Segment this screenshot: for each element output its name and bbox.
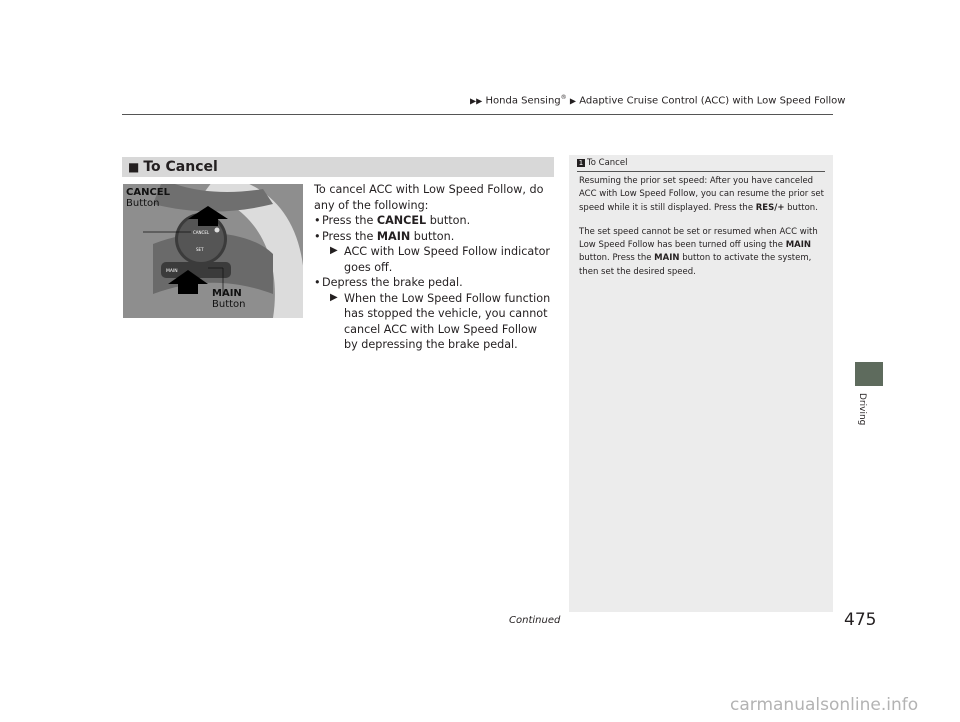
chapter-label: Driving	[857, 393, 867, 426]
page-number: 475	[844, 610, 877, 630]
watermark: carmanualsonline.info	[730, 695, 919, 715]
bullet-brake	[314, 275, 554, 291]
cancel-button-callout	[126, 187, 170, 209]
bullet-cancel	[314, 213, 554, 229]
para2-b: button. Press the	[579, 253, 655, 264]
main-button-callout	[212, 288, 246, 310]
main-callout-line1: MAIN	[212, 288, 242, 299]
section-square-icon: ■	[128, 160, 140, 174]
section-heading	[122, 157, 554, 177]
para1-end: button.	[784, 202, 818, 213]
bullet3-text: Depress the brake pedal.	[322, 276, 463, 289]
main-button-text: MAIN	[166, 269, 178, 274]
bullet2-bold: MAIN	[376, 229, 411, 243]
side-note-heading	[577, 158, 627, 168]
side-note-title: To Cancel	[587, 158, 628, 168]
header-divider	[122, 114, 833, 115]
steering-wheel-illustration	[123, 184, 303, 318]
bullet3-sub: When the Low Speed Follow function has stopped the vehicle, you cannot cancel ACC with Low Speed Follow by depressing the brake pedal.	[344, 291, 551, 351]
bullet1-bold: CANCEL	[376, 214, 427, 227]
breadcrumb-part1: Honda Sensing	[485, 95, 561, 107]
breadcrumb	[470, 94, 845, 106]
para2-a: The set speed cannot be set or resumed when ACC with Low Speed Follow has been turned off using the	[579, 226, 818, 251]
breadcrumb-arrow-icon: ▶	[569, 96, 576, 106]
continued-label: Continued	[509, 615, 561, 626]
side-note-divider	[577, 171, 825, 172]
bullet2-suffix: button.	[410, 229, 455, 243]
chapter-thumb-tab[interactable]	[855, 362, 883, 386]
breadcrumb-arrow-icon: ▶▶	[470, 96, 483, 106]
note-number-icon: 1	[578, 159, 584, 167]
right-triangle-icon: ▶	[330, 291, 338, 303]
side-note-para1	[579, 175, 825, 215]
right-triangle-icon: ▶	[330, 245, 338, 256]
cancel-callout-line1: CANCEL	[126, 187, 170, 198]
side-note-body	[579, 175, 825, 290]
bullet2-sub: ACC with Low Speed Follow indicator goes off.	[344, 245, 551, 274]
main-callout-line2: Button	[212, 299, 246, 310]
bullet1-suffix: button.	[426, 214, 471, 227]
cancel-button-text: CANCEL	[193, 230, 210, 235]
breadcrumb-part2: Adaptive Cruise Control (ACC) with Low Speed Follow	[579, 95, 846, 107]
sub-item-main	[314, 244, 554, 275]
bullet2-prefix: Press the	[322, 229, 377, 243]
sub-item-brake	[314, 291, 554, 353]
set-button-text: SET	[196, 247, 204, 252]
para2-c: button to activate the system, then set the desired speed.	[579, 253, 812, 277]
para1-bold: RES/+	[755, 202, 785, 213]
para2-bold2: MAIN	[654, 253, 680, 264]
side-note-para2	[579, 226, 825, 279]
registered-mark: ®	[560, 94, 567, 101]
intro-text: To cancel ACC with Low Speed Follow, do any of the following:	[314, 183, 544, 212]
side-note-panel	[569, 155, 833, 612]
bullet1-prefix: Press the	[322, 214, 377, 227]
bullet-main	[314, 229, 554, 245]
para2-bold1: MAIN	[785, 240, 812, 251]
cancel-callout-line2: Button	[126, 198, 160, 209]
para1-text: Resuming the prior set speed: After you have canceled ACC with Low Speed Follow, you can resume the prior set speed while it is still displayed. Press the	[579, 176, 824, 213]
main-instructions	[314, 182, 554, 353]
section-title: To Cancel	[143, 159, 218, 175]
